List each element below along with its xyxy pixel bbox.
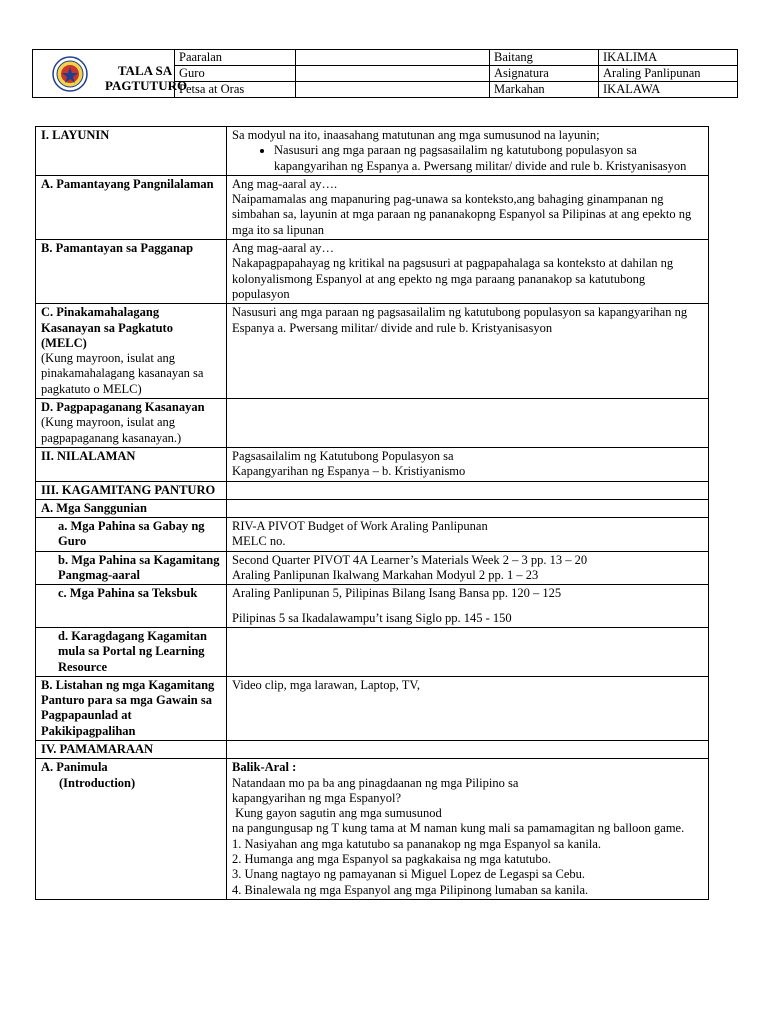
- sanggunian-content: [227, 499, 709, 517]
- pamamaraan-label: IV. PAMAMARAAN: [36, 740, 227, 758]
- petsa-label: Petsa at Oras: [175, 82, 296, 98]
- pagpapaganang-label: D. Pagpapaganang Kasanayan (Kung mayroon, isulat ang pagpapaganang kasanayan.): [36, 399, 227, 448]
- table-row: [36, 551, 709, 585]
- balik-aral-heading: Balik-Aral :: [232, 760, 297, 775]
- table-row: [36, 447, 709, 481]
- document-title: TALA SA PAGTUTURO: [105, 63, 188, 93]
- pamantayan-pagganap-content: Ang mag-aaral ay… Nakapagpapahayag ng kritikal na pagsusuri at pagpapahalaga sa konteksto at dahilan ng kolonyalismong Espanyol at ang epekto ng mga paraang pananakop sa katutubong populasyon: [227, 240, 709, 304]
- teksbuk-label: c. Mga Pahina sa Teksbuk: [36, 585, 227, 628]
- portal-label: d. Karagdagang Kagamitan mula sa Portal ng Learning Resource: [36, 627, 227, 676]
- sanggunian-label: A. Mga Sanggunian: [36, 499, 227, 517]
- listahan-label: B. Listahan ng mga Kagamitang Panturo para sa mga Gawain sa Pagpapaunlad at Pakikipagpalihan: [36, 676, 227, 740]
- list-item: 2. Humanga ang mga Espanyol sa pagkakaisa ng mga katutubo.: [232, 852, 552, 867]
- table-row: [36, 759, 709, 900]
- table-row: [36, 481, 709, 499]
- table-row: [36, 399, 709, 448]
- nilalaman-label: II. NILALAMAN: [36, 447, 227, 481]
- pamantayang-pangnilalaman-label: A. Pamantayang Pangnilalaman: [36, 175, 227, 239]
- table-row: [36, 518, 709, 552]
- panimula-label: A. Panimula (Introduction): [36, 759, 227, 900]
- paaralan-value: [296, 50, 490, 66]
- table-row: [36, 127, 709, 176]
- table-row: [36, 627, 709, 676]
- asignatura-label: Asignatura: [490, 66, 599, 82]
- header-table: [32, 49, 738, 98]
- nilalaman-content: Pagsasailalim ng Katutubong Populasyon sa Kapangyarihan ng Espanya – b. Kristiyanismo: [227, 447, 709, 481]
- table-row: [36, 585, 709, 628]
- table-row: [36, 175, 709, 239]
- pamantayan-pagganap-label: B. Pamantayan sa Pagganap: [36, 240, 227, 304]
- portal-content: [227, 627, 709, 676]
- pangmag-aaral-content: Second Quarter PIVOT 4A Learner’s Materials Week 2 – 3 pp. 13 – 20 Araling Panlipunan Ikalwang Markahan Modyul 2 pp. 1 – 23: [227, 551, 709, 585]
- list-item: 4. Binalewala ng mga Espanyol ang mga Pilipinong lumaban sa kanila.: [232, 882, 589, 897]
- listahan-content: Video clip, mga larawan, Laptop, TV,: [227, 676, 709, 740]
- layunin-bullet: • Nasusuri ang mga paraan ng pagsasailalim ng katutubong populasyon sa kapangyarihan ng Espanya a. Pwersang militar/ divide and rule b. Kristyanisasyon: [274, 143, 703, 174]
- asignatura-value: Araling Panlipunan: [599, 66, 738, 82]
- baitang-label: Baitang: [490, 50, 599, 66]
- table-row: [36, 240, 709, 304]
- baitang-value: IKALIMA: [599, 50, 738, 66]
- pamantayang-pangnilalaman-content: Ang mag-aaral ay…. Naipamamalas ang mapanuring pag-unawa sa konteksto,ang bahaging ginampanan ng simbahan sa, layunin at mga paraan ng pananakopng Espanyol sa Pilipinas at ang epekto ng mga ito sa lipunan: [227, 175, 709, 239]
- pangmag-aaral-label: b. Mga Pahina sa Kagamitang Pangmag-aaral: [36, 551, 227, 585]
- petsa-value: [296, 82, 490, 98]
- kagamitang-label: III. KAGAMITANG PANTURO: [36, 481, 227, 499]
- markahan-label: Markahan: [490, 82, 599, 98]
- markahan-value: IKALAWA: [599, 82, 738, 98]
- guro-value: [296, 66, 490, 82]
- table-row: [36, 304, 709, 399]
- panimula-content: Balik-Aral : Natandaan mo pa ba ang pinagdaanan ng mga Pilipino sa kapangyarihan ng mga Espanyol? Kung gayon sagutin ang mga sumusunod na pangungusap ng T kung tama at M naman kung mali sa pamamagitan ng balloon game. 1. Nasiyahan ang mga katutubo sa pananakop ng mga Espanyol sa kanila. 2. Humanga ang mga Espanyol sa pagkakaisa ng mga katutubo. 3. Unang nagtayo ng pamayanan si Miguel Lopez de Legaspi sa Cebu. 4. Binalewala ng mga Espanyol ang mga Pilipinong lumaban sa kanila.: [227, 759, 709, 900]
- deped-seal-icon: [52, 56, 88, 92]
- melc-content: Nasusuri ang mga paraan ng pagsasailalim ng katutubong populasyon sa kapangyarihan ng Espanya a. Pwersang militar/ divide and rule b. Kristyanisasyon: [227, 304, 709, 399]
- melc-label: C. Pinakamahalagang Kasanayan sa Pagkatuto (MELC) (Kung mayroon, isulat ang pinakamahalagang kasanayan sa pagkatuto o MELC): [36, 304, 227, 399]
- kagamitang-content: [227, 481, 709, 499]
- paaralan-label: Paaralan: [175, 50, 296, 66]
- list-item: 3. Unang nagtayo ng pamayanan si Miguel Lopez de Legaspi sa Cebu.: [232, 867, 586, 882]
- gabay-guro-content: RIV-A PIVOT Budget of Work Araling Panlipunan MELC no.: [227, 518, 709, 552]
- teksbuk-content: Araling Panlipunan 5, Pilipinas Bilang Isang Bansa pp. 120 – 125 Pilipinas 5 sa Ikadalawampu’t isang Siglo pp. 145 - 150: [227, 585, 709, 628]
- logo-title-cell: [33, 50, 188, 98]
- table-row: [36, 740, 709, 758]
- pagpapaganang-content: [227, 399, 709, 448]
- layunin-label: I. LAYUNIN: [36, 127, 227, 176]
- lesson-plan-table: [35, 126, 709, 900]
- guro-label: Guro: [175, 66, 296, 82]
- table-row: [36, 499, 709, 517]
- pamamaraan-content: [227, 740, 709, 758]
- table-row: [36, 676, 709, 740]
- gabay-guro-label: a. Mga Pahina sa Gabay ng Guro: [36, 518, 227, 552]
- layunin-content: Sa modyul na ito, inaasahang matutunan ang mga sumusunod na layunin; • Nasusuri ang mga paraan ng pagsasailalim ng katutubong populasyon sa kapangyarihan ng Espanya a. Pwersang militar/ divide and rule b. Kristyanisasyon: [227, 127, 709, 176]
- list-item: 1. Nasiyahan ang mga katutubo sa pananakop ng mga Espanyol sa kanila.: [232, 836, 602, 851]
